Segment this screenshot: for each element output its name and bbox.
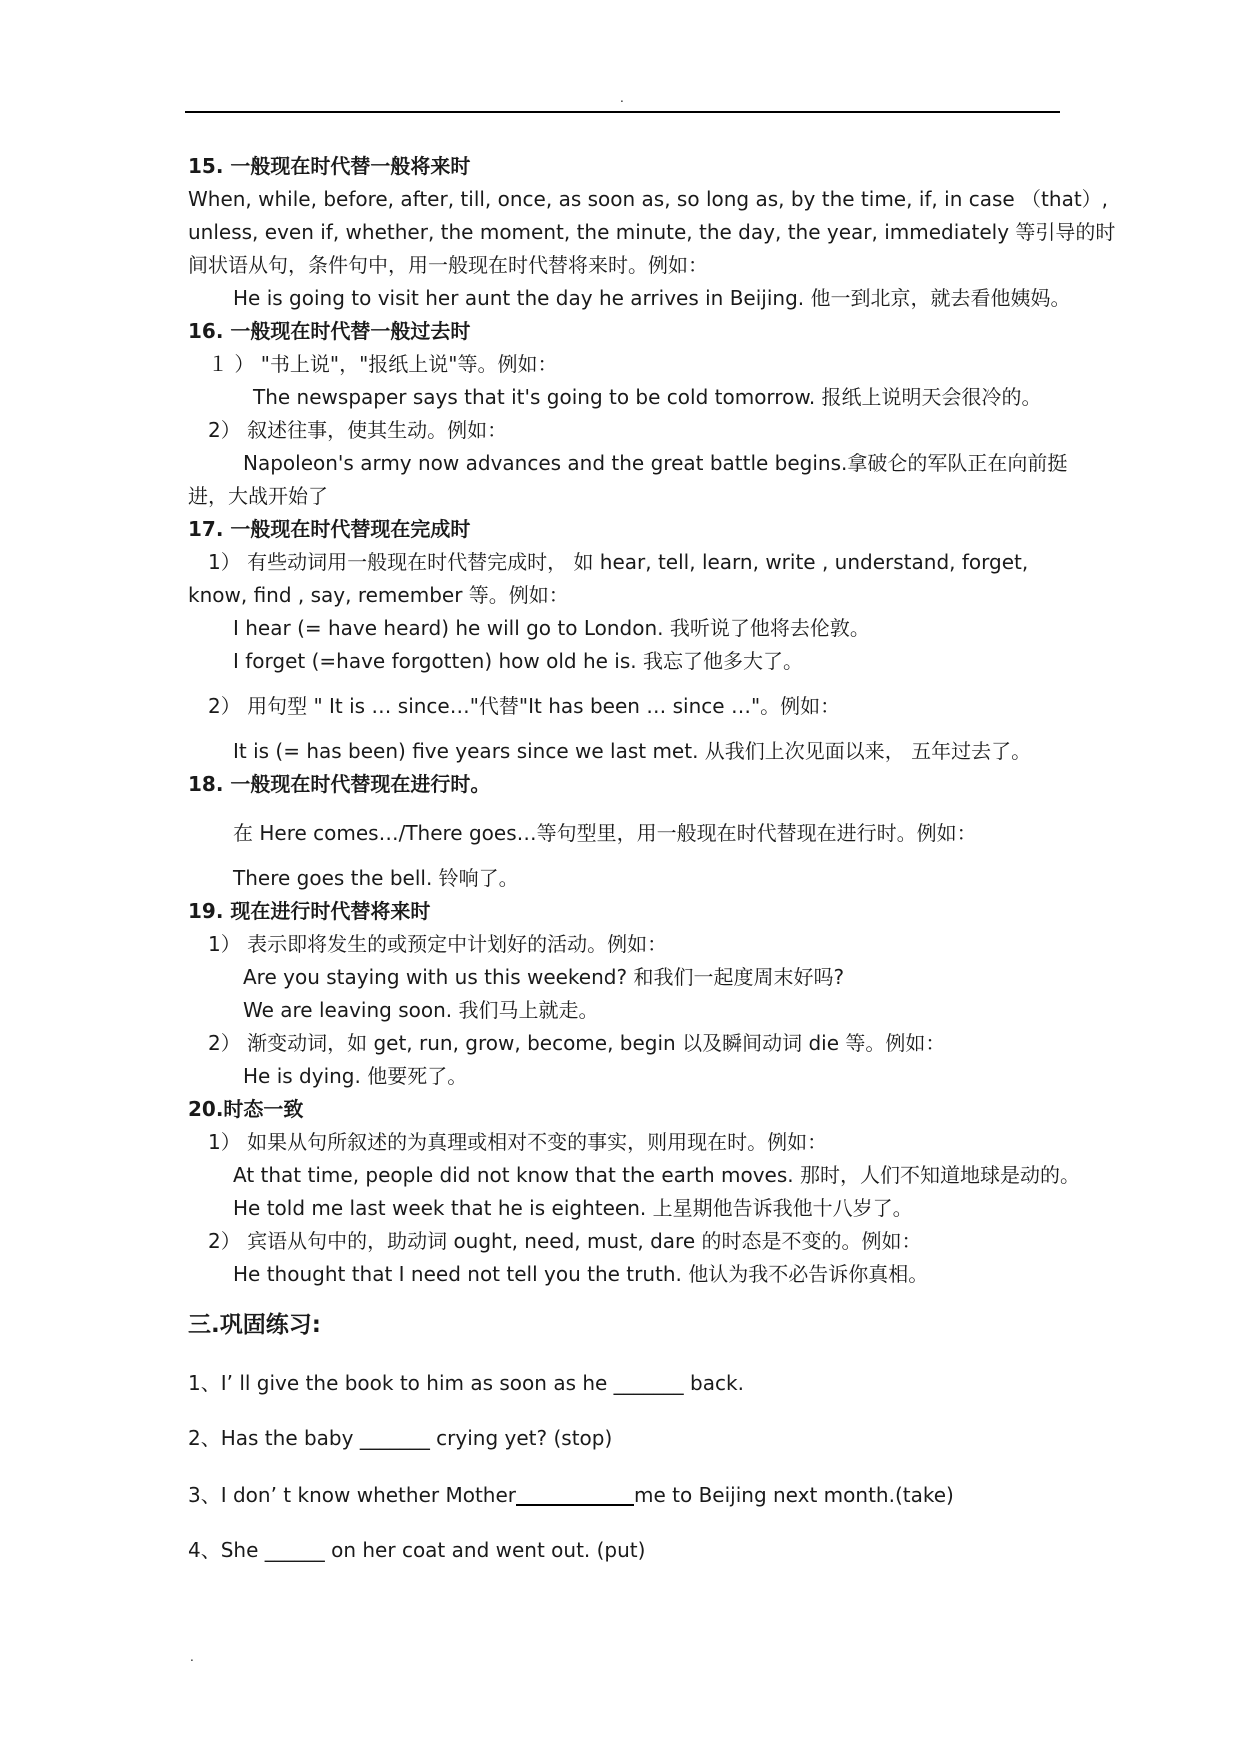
heading-15: 15. 一般现在时代替一般将来时 (188, 154, 471, 178)
example-line: Napoleon's army now advances and the great battle begins.拿破仑的军队正在向前挺 (243, 451, 1068, 475)
section-title: 三.巩固练习: (188, 1312, 321, 1338)
example-line: He told me last week that he is eighteen. 上星期他告诉我他十八岁了。 (233, 1196, 913, 1220)
heading-18: 18. 一般现在时代替现在进行时。 (188, 772, 491, 796)
footer-dot: . (190, 1650, 194, 1664)
example-line: I forget (=have forgotten) how old he is. 我忘了他多大了。 (233, 649, 803, 673)
text-line: 间状语从句，条件句中，用一般现在时代替将来时。例如： (188, 253, 708, 277)
example-line: Are you staying with us this weekend? 和我们一起度周末好吗? (243, 965, 845, 989)
example-line: He thought that I need not tell you the truth. 他认为我不必告诉你真相。 (233, 1262, 929, 1286)
text-line: 1） 如果从句所叙述的为真理或相对不变的事实，则用现在时。例如： (208, 1130, 828, 1154)
text-line: 2） 宾语从句中的，助动词 ought, need, must, dare 的时态是不变的。例如： (208, 1229, 922, 1253)
text-line: 1） 表示即将发生的或预定中计划好的活动。例如： (208, 932, 668, 956)
heading-17: 17. 一般现在时代替现在完成时 (188, 517, 471, 541)
header-rule (185, 111, 1060, 113)
answer-blank (516, 1482, 634, 1506)
exercise-item (188, 1479, 1073, 1512)
example-line: It is (= has been) five years since we last met. 从我们上次见面以来， 五年过去了。 (233, 739, 1032, 763)
content (188, 150, 1116, 1567)
example-line: At that time, people did not know that the earth moves. 那时，人们不知道地球是动的。 (233, 1163, 1080, 1187)
example-line: He is dying. 他要死了。 (243, 1064, 468, 1088)
exercise-item: 2、Has the baby _______ crying yet? (stop) (188, 1426, 613, 1450)
heading-16: 16. 一般现在时代替一般过去时 (188, 319, 471, 343)
text-line: 2） 用句型 " It is … since…"代替"It has been … since …"。例如： (208, 694, 841, 718)
example-line: The newspaper says that it's going to be cold tomorrow. 报纸上说明天会很冷的。 (253, 385, 1042, 409)
exercise-item: 1、I’ ll give the book to him as soon as he _______ back. (188, 1371, 744, 1395)
header-dot: . (620, 91, 624, 105)
text-line: 1） 有些动词用一般现在时代替完成时， 如 hear, tell, learn, write , understand, forget, (208, 550, 1029, 574)
example-line: He is going to visit her aunt the day he arrives in Beijing. 他一到北京，就去看他姨妈。 (233, 286, 1071, 310)
exercise-text: 3、I don’ t know whether Mother (188, 1483, 516, 1507)
text-line: 在 Here comes…/There goes…等句型里，用一般现在时代替现在进行时。例如： (233, 821, 977, 845)
exercise-item: 4、She ______ on her coat and went out. (put) (188, 1538, 646, 1562)
text-line: When, while, before, after, till, once, as soon as, so long as, by the time, if, in case （that）, (188, 187, 1109, 211)
text-line: unless, even if, whether, the moment, the minute, the day, the year, immediately 等引导的时 (188, 220, 1116, 244)
text-line: know, find , say, remember 等。例如： (188, 583, 569, 607)
text-line: 2） 叙述往事，使其生动。例如： (208, 418, 508, 442)
example-line: I hear (= have heard) he will go to London. 我听说了他将去伦敦。 (233, 616, 870, 640)
heading-20: 20.时态一致 (188, 1097, 304, 1121)
example-line: We are leaving soon. 我们马上就走。 (243, 998, 599, 1022)
exercise-text: me to Beijing next month.(take) (634, 1483, 954, 1507)
example-line: There goes the bell. 铃响了。 (233, 866, 519, 890)
heading-19: 19. 现在进行时代替将来时 (188, 899, 431, 923)
text-line: １ ） "书上说"，"报纸上说"等。例如： (208, 352, 558, 376)
example-line: 进，大战开始了 (188, 484, 328, 508)
text-line: 2） 渐变动词，如 get, run, grow, become, begin 以及瞬间动词 die 等。例如： (208, 1031, 946, 1055)
